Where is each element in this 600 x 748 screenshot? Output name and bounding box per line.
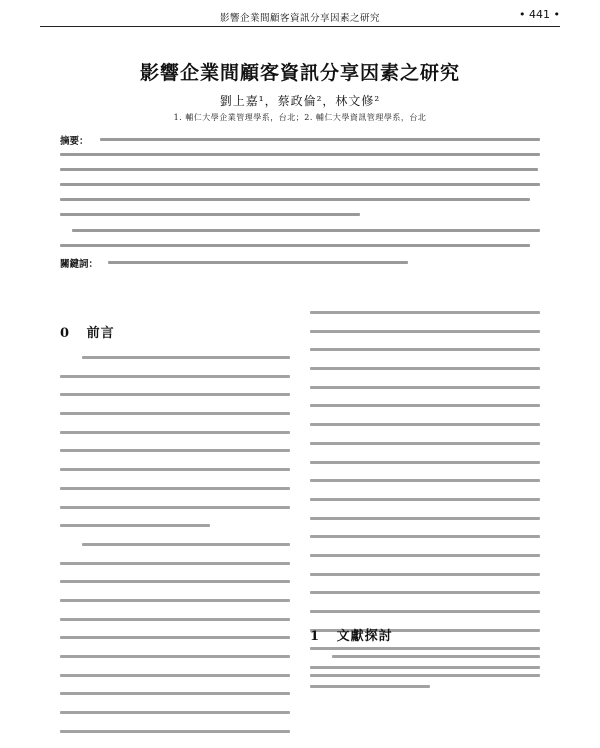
affiliations: 1. 輔仁大學企業管理學系，台北；2. 輔仁大學資訊管理學系，台北	[173, 113, 427, 122]
page-number: • 441 •	[519, 8, 560, 21]
introduction-text	[60, 356, 290, 748]
keywords-label: 關鍵詞：	[60, 259, 99, 270]
section-heading-literature-review	[310, 625, 393, 644]
paper-title: 影響企業間顧客資訊分享因素之研究	[139, 62, 460, 84]
abstract-text	[60, 138, 540, 259]
section-title: 前言	[86, 326, 115, 341]
running-title: 影響企業間顧客資訊分享因素之研究	[219, 13, 380, 24]
author-list: 劉上嘉¹，蔡政倫²，林文修²	[219, 94, 381, 108]
right-column-text	[310, 311, 540, 703]
literature-review-text	[310, 655, 540, 692]
section-number: 1	[310, 629, 321, 644]
running-header	[40, 6, 560, 26]
abstract-label: 摘要：	[60, 136, 89, 147]
keywords-text	[108, 261, 408, 276]
section-title: 文獻探討	[336, 629, 393, 644]
section-number: 0	[60, 326, 71, 341]
header-rule	[40, 26, 560, 27]
section-heading-introduction	[60, 322, 115, 341]
